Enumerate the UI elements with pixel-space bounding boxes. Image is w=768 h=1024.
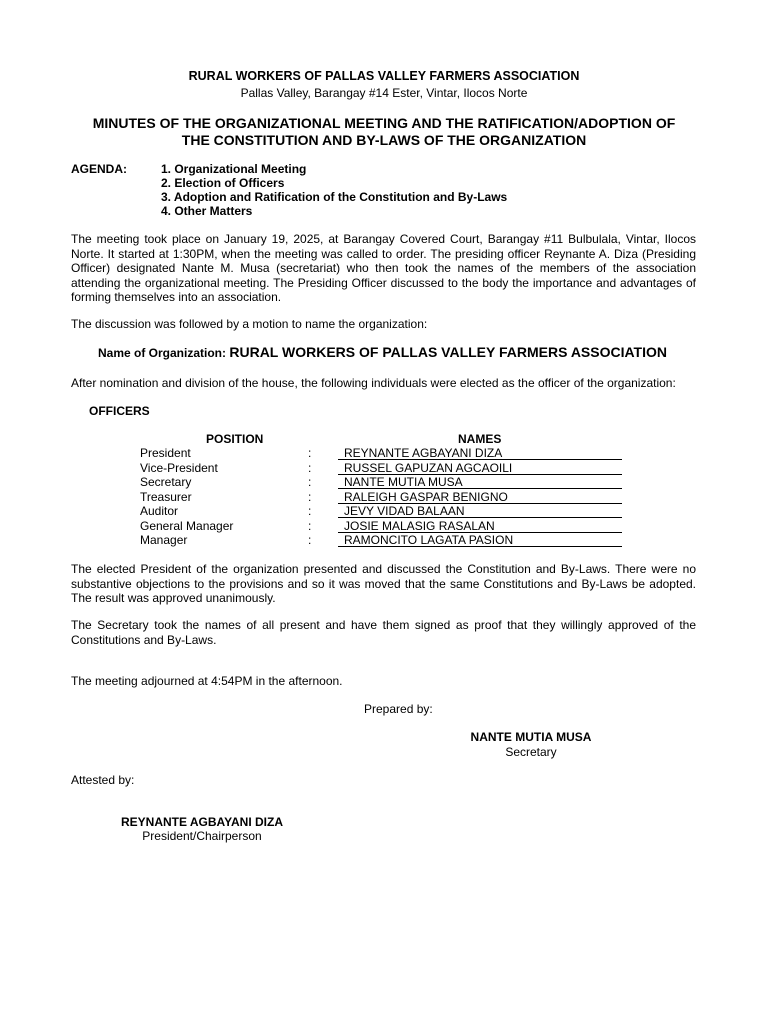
organization-name-value: RURAL WORKERS OF PALLAS VALLEY FARMERS ASSOCIATION bbox=[229, 344, 668, 360]
org-address: Pallas Valley, Barangay #14 Ester, Vintar, Ilocos Norte bbox=[240, 86, 528, 100]
adoption-paragraph: The elected President of the organization presented and discussed the Constitution and By-Laws. There were no substantive objections to the provisions and so it was moved that the same Constitutions and By-Laws be adopted. The result was approved unanimously. bbox=[71, 562, 696, 605]
table-row bbox=[140, 504, 625, 519]
motion-paragraph: The discussion was followed by a motion to name the organization: bbox=[71, 317, 428, 331]
nomination-paragraph: After nomination and division of the house, the following individuals were elected as the officer of the organization: bbox=[71, 376, 676, 390]
table-row bbox=[140, 490, 625, 505]
officer-position: President bbox=[140, 446, 191, 460]
officer-position: Auditor bbox=[140, 504, 179, 518]
attester-name: REYNANTE AGBAYANI DIZA bbox=[120, 815, 284, 829]
intro-paragraph: The meeting took place on January 19, 2025, at Barangay Covered Court, Barangay #11 Bulbulala, Vintar, Ilocos Norte. It started at 1:30PM, when the meeting was called to order. The presiding officer Reynante A. Diza (Presiding Officer) designated Nante M. Musa (secretariat) who then took the names of the members of the association attending the organizational meeting. The Presiding Officer discussed to the body the importance and advantages of forming themselves into an association. bbox=[71, 232, 696, 304]
row-colon: : bbox=[308, 518, 312, 533]
attested-by-label: Attested by: bbox=[71, 773, 135, 787]
agenda-item: 1. Organizational Meeting bbox=[161, 162, 307, 176]
officer-position: General Manager bbox=[140, 518, 234, 533]
document-title-line2: THE CONSTITUTION AND BY-LAWS OF THE ORGANIZATION bbox=[181, 132, 587, 148]
officer-name: REYNANTE AGBAYANI DIZA bbox=[338, 446, 622, 460]
organization-name-line bbox=[98, 344, 667, 360]
officer-position: Vice-President bbox=[140, 460, 218, 475]
row-colon: : bbox=[308, 504, 312, 518]
table-row bbox=[140, 519, 625, 534]
organization-name-label: Name of Organization: bbox=[98, 346, 227, 360]
agenda-item: 3. Adoption and Ratification of the Constitution and By-Laws bbox=[161, 190, 508, 204]
prepared-by-label: Prepared by: bbox=[364, 702, 433, 716]
officers-heading: OFFICERS bbox=[89, 404, 150, 418]
preparer-name: NANTE MUTIA MUSA bbox=[470, 730, 592, 744]
row-colon: : bbox=[308, 460, 312, 475]
officer-name: NANTE MUTIA MUSA bbox=[338, 475, 622, 489]
officer-name: JEVY VIDAD BALAAN bbox=[338, 504, 622, 518]
officer-name: RALEIGH GASPAR BENIGNO bbox=[338, 490, 622, 504]
agenda-label: AGENDA: bbox=[71, 162, 127, 176]
table-row bbox=[140, 475, 625, 490]
officer-position: Treasurer bbox=[140, 489, 192, 504]
agenda-item: 2. Election of Officers bbox=[161, 176, 285, 190]
signing-paragraph: The Secretary took the names of all present and have them signed as proof that they willingly approved of the Constitutions and By-Laws. bbox=[71, 618, 696, 647]
row-colon: : bbox=[308, 489, 312, 504]
agenda-item: 4. Other Matters bbox=[161, 204, 253, 218]
table-row bbox=[140, 461, 625, 476]
officer-name: RUSSEL GAPUZAN AGCAOILI bbox=[338, 461, 622, 475]
adjourn-paragraph: The meeting adjourned at 4:54PM in the afternoon. bbox=[71, 674, 343, 688]
officer-name: JOSIE MALASIG RASALAN bbox=[338, 519, 622, 533]
table-row bbox=[140, 446, 625, 461]
position-column-header: POSITION bbox=[206, 432, 264, 446]
row-colon: : bbox=[308, 475, 312, 489]
officer-name: RAMONCITO LAGATA PASION bbox=[338, 533, 622, 547]
row-colon: : bbox=[308, 446, 312, 460]
table-row bbox=[140, 533, 625, 548]
org-name-header: RURAL WORKERS OF PALLAS VALLEY FARMERS ASSOCIATION bbox=[188, 69, 580, 83]
row-colon: : bbox=[308, 533, 312, 547]
document-title-line1: MINUTES OF THE ORGANIZATIONAL MEETING AND THE RATIFICATION/ADOPTION OF bbox=[92, 115, 676, 131]
agenda-list bbox=[161, 162, 507, 218]
officer-position: Manager bbox=[140, 533, 188, 547]
officer-position: Secretary bbox=[140, 475, 192, 489]
attester-title: President/Chairperson bbox=[142, 829, 262, 843]
names-column-header: NAMES bbox=[458, 432, 502, 446]
preparer-title: Secretary bbox=[505, 745, 557, 759]
